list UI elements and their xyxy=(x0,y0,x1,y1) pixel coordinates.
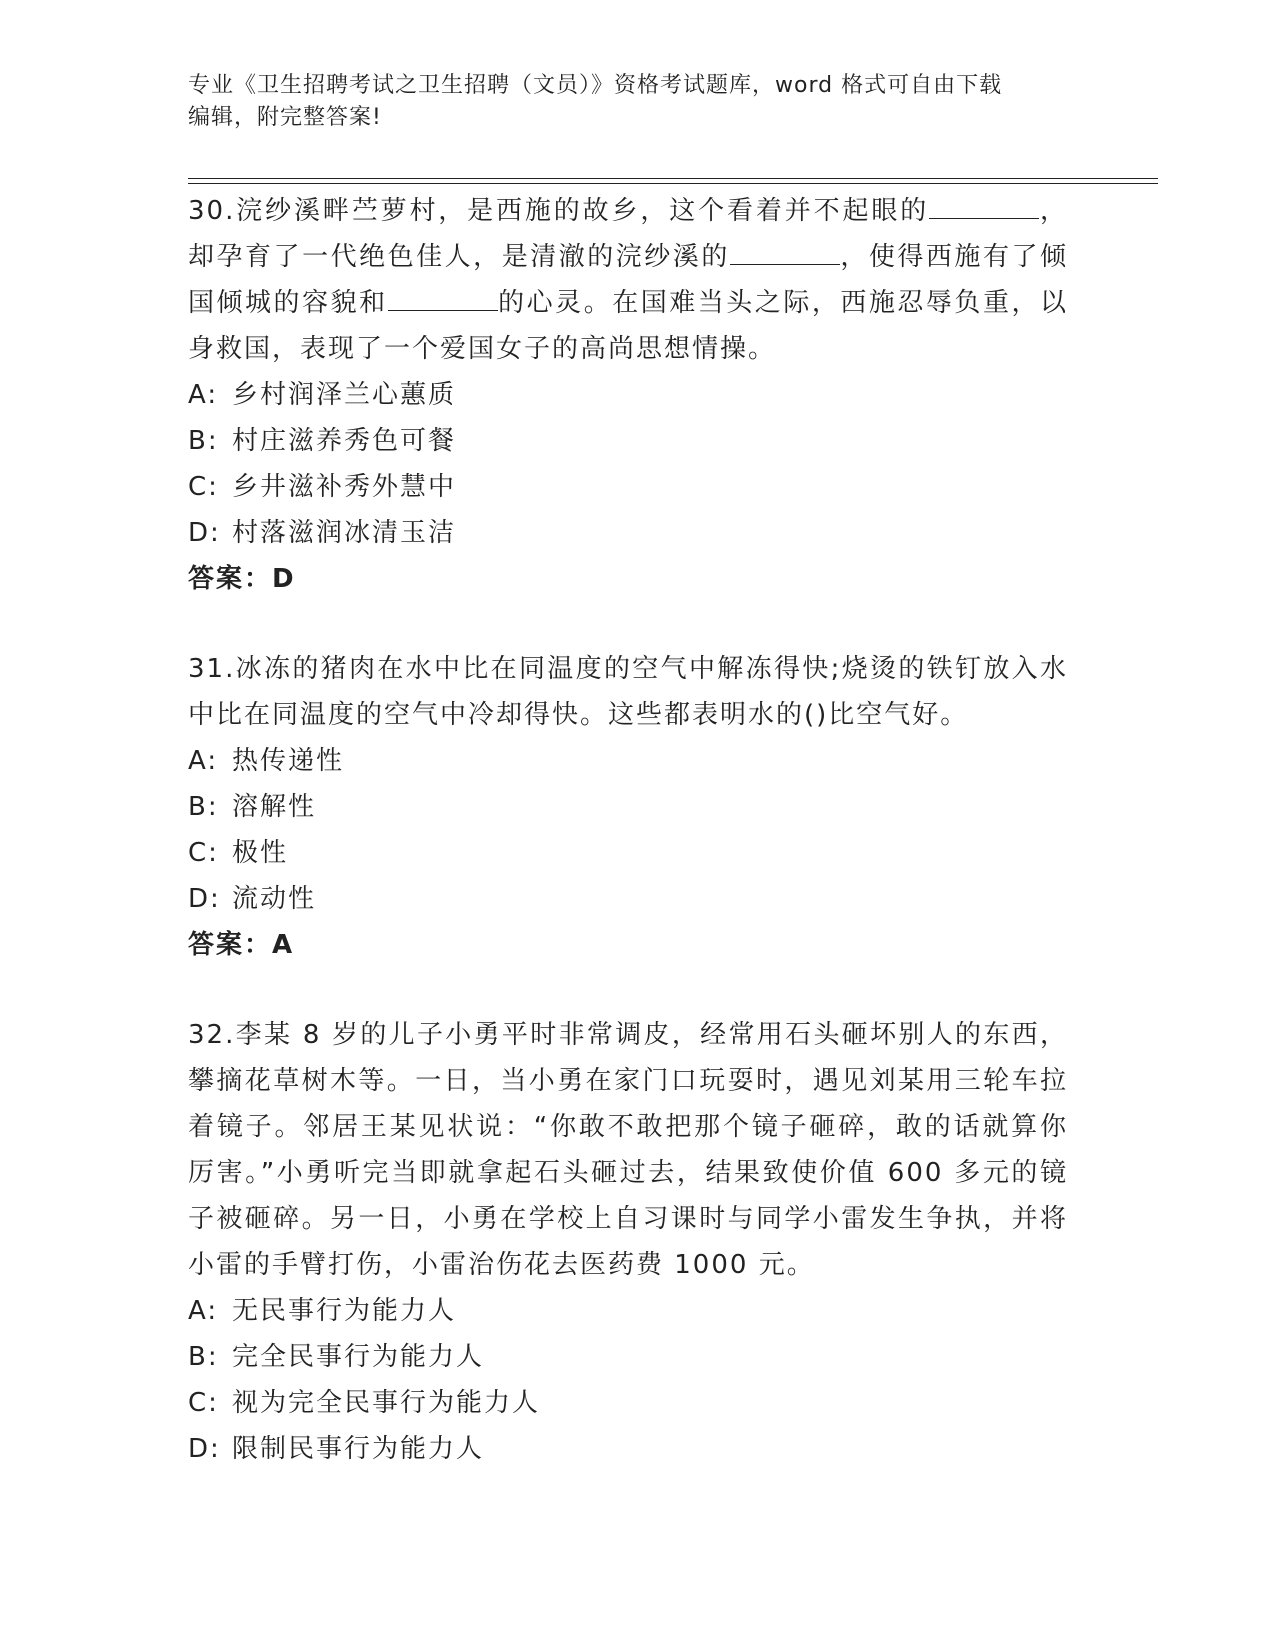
answer-line: 答案：D xyxy=(188,564,296,594)
option-label: B: xyxy=(188,1342,219,1372)
option-label: D: xyxy=(188,884,221,914)
option-d xyxy=(188,876,1068,922)
option-text: 溶解性 xyxy=(232,792,317,822)
option-label: C: xyxy=(188,838,219,868)
option-text: 热传递性 xyxy=(232,746,345,776)
option-c xyxy=(188,1380,1068,1426)
option-text: 无民事行为能力人 xyxy=(232,1296,457,1326)
option-text: 流动性 xyxy=(232,884,317,914)
header-rule-bottom xyxy=(188,183,1158,184)
option-label: D: xyxy=(188,1434,221,1464)
option-d xyxy=(188,1426,1068,1472)
question-stem xyxy=(188,188,1068,372)
option-a xyxy=(188,372,1068,418)
option-c xyxy=(188,464,1068,510)
question-31 xyxy=(188,646,1068,968)
header-line-1: 专业《卫生招聘考试之卫生招聘（文员）》资格考试题库，word 格式可自由下载 xyxy=(188,73,1003,98)
option-text: 视为完全民事行为能力人 xyxy=(232,1388,541,1418)
fill-blank xyxy=(929,194,1039,219)
question-stem: 31.冰冻的猪肉在水中比在同温度的空气中解冻得快;烧烫的铁钉放入水中比在同温度的空气中冷却得快。这些都表明水的()比空气好。 xyxy=(188,654,1068,730)
stem-part: 的心灵。在国难当头之际，西施忍辱负重，以身救国，表现了一个爱国女子的高尚思想情操。 xyxy=(188,288,1068,364)
option-a xyxy=(188,1288,1068,1334)
option-d xyxy=(188,510,1068,556)
question-30 xyxy=(188,188,1068,602)
option-text: 极性 xyxy=(232,838,289,868)
header-line-2: 编辑，附完整答案! xyxy=(188,105,382,130)
option-label: C: xyxy=(188,472,219,502)
option-b xyxy=(188,1334,1068,1380)
option-label: B: xyxy=(188,426,219,456)
option-text: 完全民事行为能力人 xyxy=(232,1342,485,1372)
option-label: A: xyxy=(188,1296,219,1326)
option-label: C: xyxy=(188,1388,219,1418)
option-b xyxy=(188,418,1068,464)
stem-part: ，使得西施有了倾国倾城的容貌和 xyxy=(188,242,1068,318)
question-stem: 32.李某 8 岁的儿子小勇平时非常调皮，经常用石头砸坏别人的东西，攀摘花草树木等。一日，当小勇在家门口玩耍时，遇见刘某用三轮车拉着镜子。邻居王某见状说：“你敢不敢把那个镜子砸碎，敢的话就算你厉害。”小勇听完当即就拿起石头砸过去，结果致使价值 600 多元的镜子被砸碎。另一日，小勇在学校上自习课时与同学小雷发生争执，并将小雷的手臂打伤，小雷治伤花去医药费 1000 元。 xyxy=(188,1020,1068,1280)
option-text: 乡村润泽兰心蕙质 xyxy=(232,380,457,410)
question-32 xyxy=(188,1012,1068,1472)
option-b xyxy=(188,784,1068,830)
option-text: 限制民事行为能力人 xyxy=(232,1434,485,1464)
stem-part: ，却孕育了一代绝色佳人，是清澈的浣纱溪的 xyxy=(188,196,1068,272)
header-rule-top xyxy=(188,178,1158,179)
option-text: 村庄滋养秀色可餐 xyxy=(232,426,457,456)
answer-line: 答案：A xyxy=(188,930,295,960)
option-a xyxy=(188,738,1068,784)
option-label: D: xyxy=(188,518,221,548)
option-label: A: xyxy=(188,746,219,776)
fill-blank xyxy=(730,240,840,265)
option-label: B: xyxy=(188,792,219,822)
stem-part: 30.浣纱溪畔苎萝村，是西施的故乡，这个看着并不起眼的 xyxy=(188,196,930,226)
option-text: 村落滋润冰清玉洁 xyxy=(232,518,457,548)
option-c xyxy=(188,830,1068,876)
option-text: 乡井滋补秀外慧中 xyxy=(232,472,457,502)
fill-blank xyxy=(388,286,498,311)
question-list xyxy=(188,188,1068,1516)
document-header xyxy=(188,70,1068,134)
option-label: A: xyxy=(188,380,219,410)
